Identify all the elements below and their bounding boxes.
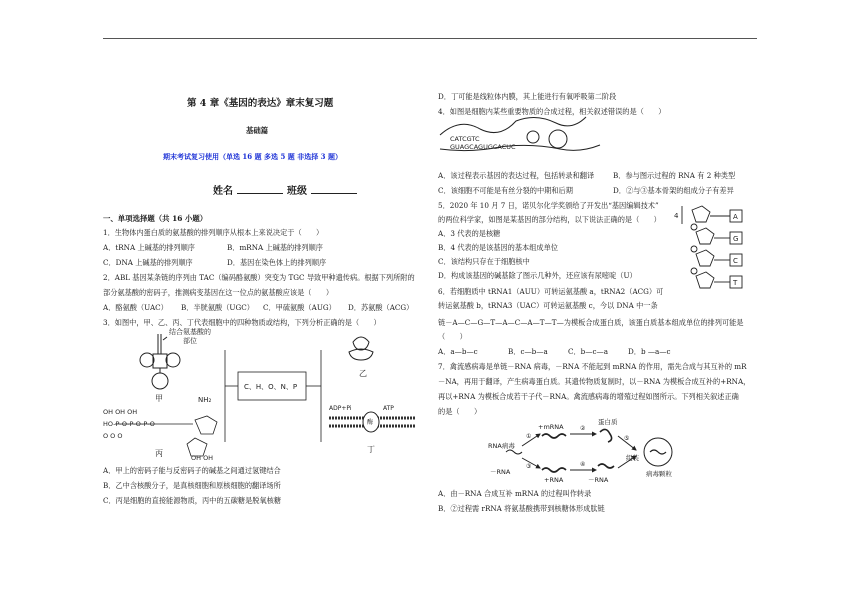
minus-rna-left: －RNA <box>490 468 511 476</box>
base-c: C <box>733 257 738 265</box>
virus-rna-squiggle <box>506 450 522 454</box>
q2-option-c: C．甲硫氨酸（AUG） <box>263 303 336 312</box>
step-4: ④ <box>580 461 586 468</box>
assembly-label: 组装 <box>626 454 639 462</box>
trna-structure <box>140 334 180 389</box>
question-6-line3: 链－A—C—G—T—A—C—A—T—T—为模板合成蛋白质，该蛋白质基本组成单位的排列可能是 <box>438 318 744 327</box>
q1-option-a: A．tRNA 上碱基的排列顺序 <box>103 243 195 252</box>
step-3: ③ <box>526 463 532 470</box>
atp-label: ATP <box>383 405 394 412</box>
base-a: A <box>733 213 738 221</box>
q6-option-a: A．a—b—c <box>438 347 478 356</box>
elements-box-text: C、H、O、N、P <box>244 383 298 391</box>
class-blank <box>311 184 357 194</box>
progeny-label: 病毒颗粒 <box>646 470 672 478</box>
q7-figure <box>486 416 696 484</box>
question-6-line2: 转运氨基酸 b，tRNA3（UAC）可转运氨基酸 c，今以 DNA 中一条 <box>438 301 658 310</box>
trna-label-1: 结合氨基酸的 <box>169 328 211 336</box>
question-6-line4: （ ） <box>438 332 467 341</box>
q5-figure <box>672 202 752 302</box>
q6-option-c: C．b—c—a <box>568 347 608 356</box>
name-blank <box>237 184 283 194</box>
plus-mrna-label: +mRNA <box>538 423 564 431</box>
q2-option-a: A．酪氨酸（UAC） <box>103 303 168 312</box>
document-title: 第 4 章《基因的表达》章末复习题 <box>187 98 334 109</box>
question-7-line2: －NA，再用于翻译，产生病毒蛋白质。其遗传物质复制时，以－RNA 为模板合成互补的+RNA， <box>438 377 751 386</box>
question-5-line1: 5．2020 年 10 月 7 日，诺贝尔化学奖颁给了开发出“基因编辑技术” <box>438 201 659 210</box>
name-label: 姓名 <box>213 186 233 197</box>
enzyme-label: 酶 <box>367 419 374 426</box>
q3-option-d: D．丁可能是线粒体内膜，其上能进行有氧呼吸第二阶段 <box>438 92 617 101</box>
name-class-line <box>213 182 361 197</box>
q4-option-c: C．该细胞不可能是有丝分裂的中期和后期 <box>438 186 573 195</box>
label-yi: 乙 <box>359 369 367 378</box>
q2-option-b: B．半胱氨酸（UGC） <box>181 303 254 312</box>
q5-option-d: D．构成该基因的碱基除了图示几种外，还应该有尿嘧啶（U） <box>438 271 637 280</box>
q1-option-b: B．mRNA 上碱基的排列顺序 <box>227 243 323 252</box>
exam-note: 期末考试复习使用（单选 16 题 多选 5 题 非选择 3 题） <box>163 152 342 161</box>
label-ding: 丁 <box>367 445 375 454</box>
base-g: G <box>733 235 739 243</box>
question-4: 4．如图是细胞内某些重要物质的合成过程，相关叙述错误的是（ ） <box>438 107 666 116</box>
trna-label-2: 部位 <box>183 337 197 345</box>
q1-option-d: D．基因在染色体上的排列顺序 <box>227 258 327 267</box>
adp-label: ADP+Pi <box>329 405 352 412</box>
bottom-sequence: GUAGCAGUGCACUC <box>450 143 516 151</box>
q2-option-d: D．苏氨酸（ACG） <box>348 303 414 312</box>
q1-option-c: C．DNA 上碱基的排列顺序 <box>103 258 193 267</box>
question-2-line1: 2．ABL 基因某条链的序列由 TAC（编码酪氨酸）突变为 TGC 导致甲种遗传病。根据下列所附的 <box>103 273 415 282</box>
label-bing: 丙 <box>155 449 163 458</box>
nh2-label: NH₂ <box>198 396 212 404</box>
step-2: ② <box>580 425 586 432</box>
q4-option-b: B．参与图示过程的 RNA 有 2 种类型 <box>613 171 736 180</box>
base-t: T <box>733 279 738 287</box>
q3-option-c: C．丙是细胞的直接能源物质，丙中的五碳糖是脱氧核糖 <box>103 496 282 505</box>
q6-option-b: B．c—b—a <box>508 347 548 356</box>
step-5: ⑤ <box>624 435 630 442</box>
top-rule <box>103 38 757 39</box>
label-jia: 甲 <box>155 394 163 403</box>
document-subtitle: 基础篇 <box>246 126 269 135</box>
class-label: 班级 <box>287 186 307 197</box>
bracket-lines <box>225 350 321 442</box>
question-3: 3．如图中，甲、乙、丙、丁代表细胞中的四种物质或结构，下列分析正确的是（ ） <box>103 318 381 327</box>
q3-option-a: A．甲上的密码子能与反密码子的碱基之间通过氢键结合 <box>103 466 281 475</box>
q4-option-a: A．该过程表示基因的表达过程，包括转录和翻译 <box>438 171 595 180</box>
side-number: 4 <box>674 212 679 220</box>
question-7-line4: 的是（ ） <box>438 407 482 416</box>
question-2-line2: 部分氨基酸的密码子，推测病变基因在这一位点的氨基酸应该是（ ） <box>103 288 334 297</box>
q4-option-d: D．②与③基本骨架的组成分子有差异 <box>613 186 734 195</box>
top-sequence: CATCGTC <box>450 135 480 143</box>
oh-label: OH OH <box>191 454 214 460</box>
q5-option-a: A．3 代表的是核糖 <box>438 229 501 238</box>
section-heading: 一、单项选择题（共 16 小题） <box>103 214 208 223</box>
rna-virus-label: RNA病毒 <box>488 442 515 450</box>
q6-option-d: D．b —a—c <box>628 347 671 356</box>
ribosome-structure <box>349 337 373 360</box>
atp-o-row: O O O <box>103 432 123 440</box>
q5-option-c: C．该结构只存在于细胞核中 <box>438 257 530 266</box>
question-1: 1．生物体内蛋白质的氨基酸的排列顺序从根本上来说决定于（ ） <box>103 228 324 237</box>
minus-rna-right: －RNA <box>588 476 609 484</box>
q7-option-a: A．由－RNA 合成互补 mRNA 的过程叫作转录 <box>438 489 592 498</box>
q3-option-b: B．乙中含核酸分子，是真核细胞和原核细胞的翻译场所 <box>103 481 281 490</box>
atp-phosphate-row: HO-P-O-P-O-P-O <box>103 420 155 428</box>
question-7-line3: 再以+RNA 为模板合成若干子代－RNA。禽流感病毒的增殖过程如图所示。下列相关叙述正确 <box>438 392 739 401</box>
step-1: ① <box>526 433 532 440</box>
protein-label: 蛋白质 <box>598 418 618 426</box>
atp-oh-row: OH OH OH <box>103 408 138 416</box>
question-7-line1: 7．禽流感病毒是单链－RNA 病毒，－RNA 不能起到 mRNA 的作用，需先合成与其互补的 mR <box>438 362 747 371</box>
question-5-line2: 的两位科学家，如图是某基因的部分结构，以下说法正确的是（ ） <box>438 215 661 224</box>
q5-option-b: B．4 代表的是该基因的基本组成单位 <box>438 243 558 252</box>
q7-option-b: B．②过程需 rRNA 将氨基酸携带到核糖体形成肽链 <box>438 504 605 513</box>
q3-figure <box>103 326 433 460</box>
question-6-line1: 6．若细胞质中 tRNA1（AUU）可转运氨基酸 a，tRNA2（ACG）可 <box>438 287 664 296</box>
plus-rna-label: +RNA <box>544 476 564 484</box>
q4-figure <box>438 115 618 165</box>
